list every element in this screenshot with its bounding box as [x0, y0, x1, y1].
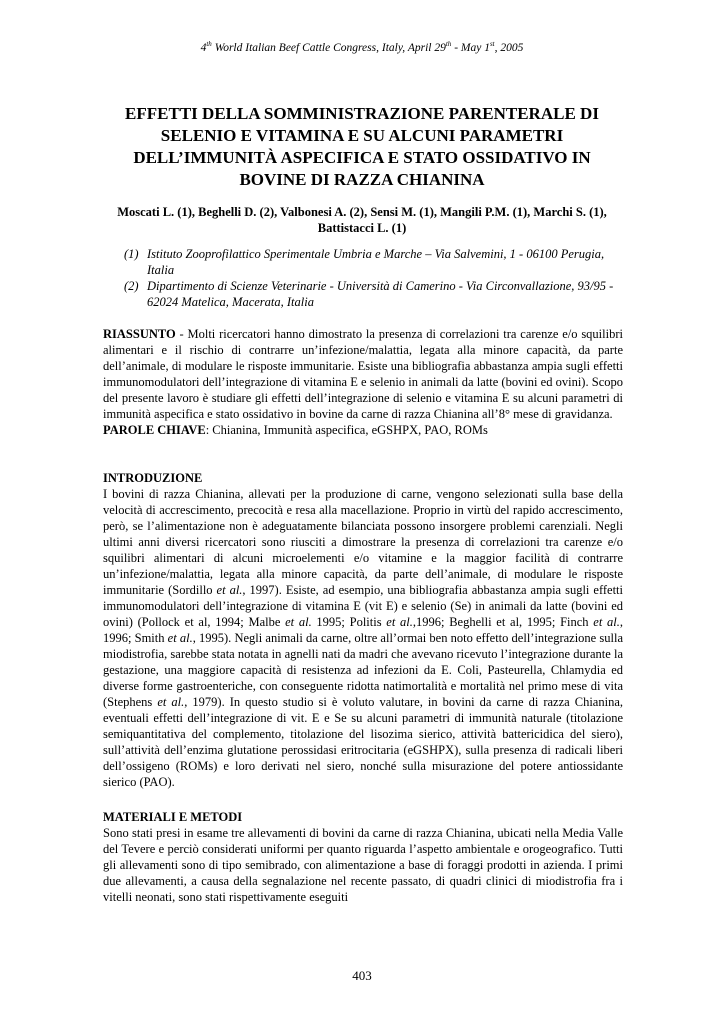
keywords-text: : Chianina, Immunità aspecifica, eGSHPX, PAO, ROMs	[205, 423, 488, 437]
et-al-citation: et al.	[167, 631, 193, 645]
et-al-citation: et al.	[216, 583, 243, 597]
running-header	[0, 40, 724, 54]
abstract-section	[103, 326, 623, 438]
et-al-citation: et al.	[285, 615, 312, 629]
body-text: 1995; Politis	[311, 615, 387, 629]
keywords-label: PAROLE CHIAVE	[103, 423, 206, 437]
author-list: Moscati L. (1), Beghelli D. (2), Valbonesi A. (2), Sensi M. (1), Mangili P.M. (1), Marchi S. (1), Battistacci L. (1)	[117, 205, 607, 235]
body-text: , 1995). Negli animali da carne, oltre all’ormai ben noto effetto dell’integrazione sulla miodistrofia, sarebbe stata notata in agnelli nati da madri che avevano ricevuto l’integrazione durante la gestazione, una maggiore capacità di resistenza ad infezioni da E. Coli, Pasteurella, Chlamydia ed diverse forme gastroenteriche, con conseguente ridotta natimortalità e mortalità nel primo mese di vita (Stephens	[103, 631, 624, 709]
body-text: ,1996; Beghelli et al, 1995; Finch	[412, 615, 594, 629]
affiliation-number: (2)	[124, 279, 139, 293]
paper-title	[90, 103, 634, 191]
section-heading: INTRODUZIONE	[103, 471, 203, 485]
keywords-paragraph	[103, 422, 623, 438]
header-sup: st	[489, 40, 495, 48]
title-line: DELL’IMMUNITÀ ASPECIFICA E STATO OSSIDATIVO IN	[133, 148, 591, 167]
header-sup: th	[445, 40, 452, 48]
affiliation-item	[124, 246, 624, 278]
et-al-citation: et al.	[157, 695, 185, 709]
affiliation-number: (1)	[124, 247, 139, 261]
introduction-section	[103, 470, 623, 790]
affiliation-text: Istituto Zooprofilattico Sperimentale Umbria e Marche – Via Salvemini, 1 - 06100 Perugia, Italia	[147, 247, 605, 277]
abstract-paragraph	[103, 326, 623, 422]
affiliation-item	[124, 278, 624, 310]
abstract-text: - Molti ricercatori hanno dimostrato la presenza di correlazioni tra carenze e/o squilibri alimentari e il rischio di contrarre un’infezione/malattia, legata alla minore capacità, da parte dell’animale, di modulare le risposte immunitarie. Esiste una bibliografia abbastanza ampia sugli effetti immunomodulatori dell’integrazione di vitamina E e selenio in animali da latte (bovini ed ovini). Scopo del presente lavoro è studiare gli effetti dell’integrazione di selenio e vitamina E su alcuni parametri di immunità aspecifica e stato ossidativo in bovine da carne di razza Chianina all’8° mese di gravidanza.	[103, 327, 623, 421]
title-line: BOVINE DI RAZZA CHIANINA	[239, 170, 485, 189]
introduction-paragraph	[103, 486, 623, 790]
body-text: , 1979). In questo studio si è voluto valutare, in bovini da carne di razza Chianina, eventuali effetti dell’integrazione di vit. E e Se su alcuni parametri di immunità naturale (titolazione semiquantitativa del complemento, titolazione del lisozima sierico, attività battericidica del siero), sull’attività dell’enzima glutatione perossidasi eritrocitaria (eGSHPX), sulla presenza di radicali liberi dell’ossigeno (ROMs) e loro derivati nel siero, nonché sulla misurazione del potere antiossidante sierico (PAO).	[103, 695, 623, 789]
section-heading: MATERIALI E METODI	[103, 810, 243, 824]
et-al-citation: et al.	[593, 615, 620, 629]
body-text: I bovini di razza Chianina, allevati per la produzione di carne, vengono selezionati sulla base della velocità di accrescimento, precocità e resa alla macellazione. Proprio in virtù del rapido accrescimento, però, se l’alimentazione non è adeguatamente bilanciata possono insorgere problemi carenziali. Negli ultimi anni diversi ricercatori sono riusciti a dimostrare la presenza di correlazioni tra carenze e/o squilibri alimentari di alcuni microelementi e/o vitamine e la maggior facilità di contrarre un’infezione/malattia, legata alla minore capacità, da parte dell’animale, di modulare le risposte immunitarie (Sordillo	[103, 487, 623, 597]
header-text: , 2005	[494, 41, 524, 54]
abstract-label: RIASSUNTO	[103, 327, 176, 341]
affiliation-text: Dipartimento di Scienze Veterinarie - Università di Camerino - Via Circonvallazione, 93/95 - 62024 Matelica, Macerata, Italia	[147, 279, 614, 309]
title-line: SELENIO E VITAMINA E SU ALCUNI PARAMETRI	[160, 126, 564, 145]
methods-paragraph: Sono stati presi in esame tre allevamenti di bovini da carne di razza Chianina, ubicati nella Media Valle del Tevere e perciò considerati uniformi per quanto riguarda l’aspetto ambientale e orogeografico. Tutti gli allevamenti sono di tipo semibrado, con alimentazione a base di foraggi prodotti in azienda. I primi due allevamenti, a causa della segnalazione nel recente passato, di quadri clinici di miodistrofia fra i vitelli neonati, sono stati rispettivamente eseguiti	[103, 826, 623, 904]
et-al-citation: et al.	[386, 615, 413, 629]
body-text: , 1996; Smith	[103, 615, 623, 645]
header-text: 4	[200, 41, 207, 54]
header-text: World Italian Beef Cattle Congress, Italy, April 29	[211, 41, 446, 54]
affiliation-list	[124, 246, 624, 310]
body-text: , 1997). Esiste, ad esempio, una bibliografia abbastanza ampia sugli effetti immunomodulatori dell’integrazione di vitamina E (vit E) e selenio (Se) in animali da latte (bovini ed ovini) (Pollock et al, 1994; Malbe	[103, 583, 624, 629]
header-text: - May 1	[451, 41, 490, 54]
title-line: EFFETTI DELLA SOMMINISTRAZIONE PARENTERALE DI	[125, 104, 599, 123]
page-number: 403	[352, 968, 372, 983]
header-sup: th	[206, 40, 212, 48]
methods-section	[103, 809, 623, 905]
